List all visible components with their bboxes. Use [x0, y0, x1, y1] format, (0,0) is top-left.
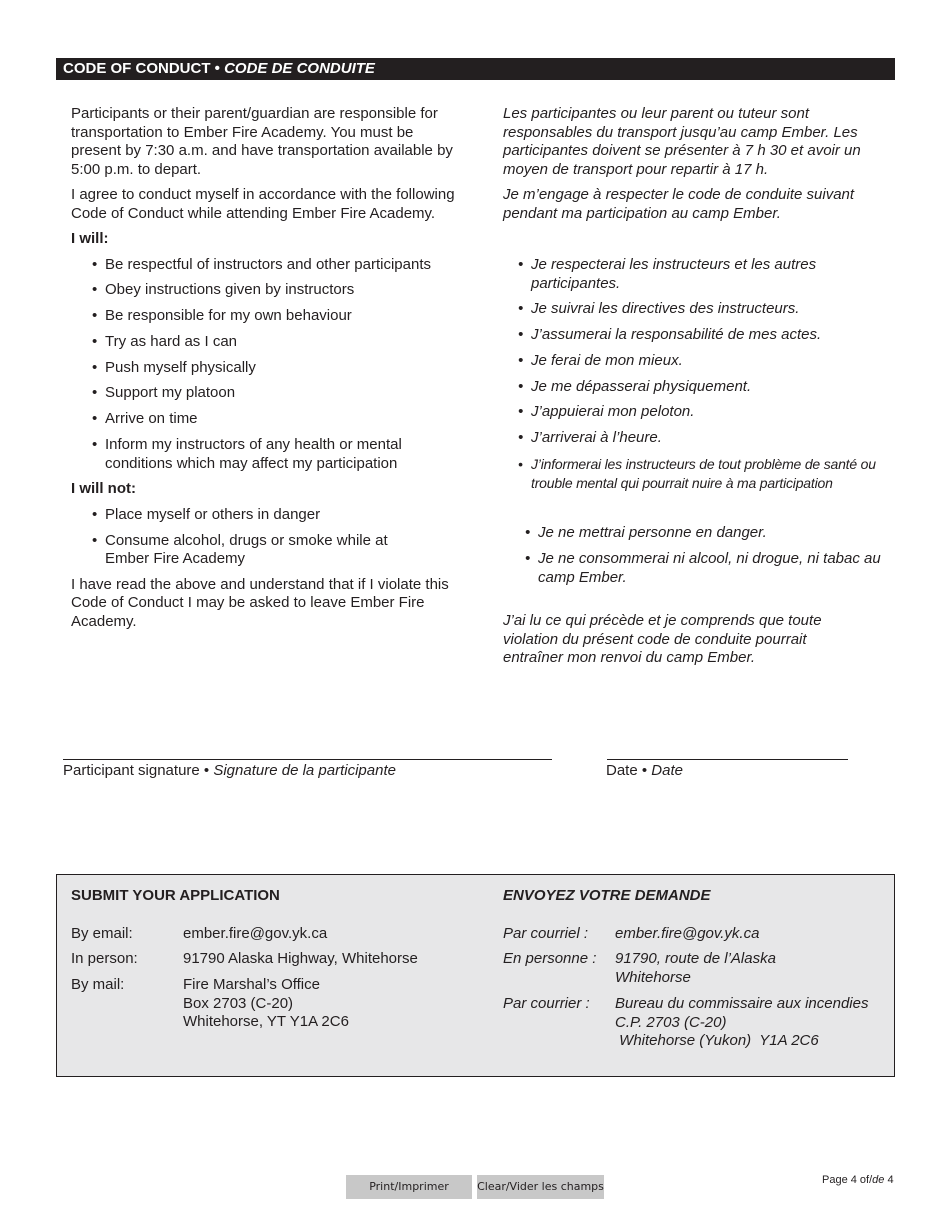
- mail-row: [71, 976, 349, 1032]
- will-not-heading: I will not:: [71, 480, 136, 498]
- list-item: • Je me dépasserai physiquement.: [518, 378, 888, 397]
- code-of-conduct-french: [503, 105, 888, 675]
- mail-address-fr: [615, 995, 868, 1051]
- in-person-row-fr: [503, 950, 776, 987]
- closing-paragraph: I have read the above and understand that if I violate this Code of Conduct I may be asked to leave Ember Fire Academy.: [71, 575, 449, 630]
- will-list-fr: [518, 256, 888, 492]
- list-item: • J’assumerai la responsabilité de mes actes.: [518, 326, 888, 345]
- list-item: • Arrive on time: [92, 410, 461, 429]
- submit-title-en: SUBMIT YOUR APPLICATION: [71, 887, 280, 904]
- transport-paragraph: Participants or their parent/guardian are responsible for transportation to Ember Fire Academy. You must be present by 7:30 a.m. and have transportation available by 5:00 p.m. to depart.: [71, 105, 453, 178]
- list-item: • Be respectful of instructors and other participants: [92, 256, 461, 275]
- in-person-label-fr: En personne :: [503, 950, 597, 967]
- list-item: • Be responsible for my own behaviour: [92, 307, 461, 326]
- agreement-paragraph: I agree to conduct myself in accordance with the following Code of Conduct while attending Ember Fire Academy.: [71, 186, 455, 222]
- mail-address-line: Whitehorse (Yukon) Y1A 2C6: [615, 1032, 819, 1049]
- submit-application-box: [56, 874, 895, 1077]
- transport-paragraph-fr: Les participantes ou leur parent ou tuteur sont responsables du transport jusqu’au camp Ember. Les participantes doivent se présenter à 7 h 30 et avoir un moyen de transport pour repartir à 17 h.: [503, 105, 861, 178]
- mail-address-line: Box 2703 (C-20): [183, 994, 294, 1012]
- mail-address: [183, 976, 349, 1032]
- header-title-en: CODE OF CONDUCT •: [63, 60, 225, 77]
- page-number-suffix: 4: [884, 1174, 894, 1186]
- date-label-fr: Date: [651, 762, 683, 779]
- signature-field[interactable]: [63, 759, 552, 760]
- closing-paragraph-fr: J’ai lu ce qui précède et je comprends que toute violation du présent code de conduite pourrait entraîner mon renvoi du camp Ember.: [503, 612, 822, 667]
- in-person-address-fr: [615, 950, 776, 987]
- page-number-prefix: Page 4 of/: [822, 1174, 873, 1186]
- page-number-de: de: [872, 1174, 885, 1186]
- list-item: • Support my platoon: [92, 384, 461, 403]
- list-item: • Inform my instructors of any health or mental conditions which may affect my participation: [92, 436, 461, 473]
- list-item: • Obey instructions given by instructors: [92, 281, 461, 300]
- email-row: [71, 925, 327, 944]
- mail-label: By mail:: [71, 976, 125, 993]
- mail-label-fr: Par courrier :: [503, 995, 590, 1012]
- signature-label-en: Participant signature •: [63, 762, 214, 779]
- mail-address-line: C.P. 2703 (C-20): [615, 1013, 727, 1031]
- submit-title-fr: ENVOYEZ VOTRE DEMANDE: [503, 887, 711, 904]
- list-item: • Je ne consommerai ni alcool, ni drogue, ni tabac au camp Ember.: [525, 550, 888, 587]
- header-title-fr: CODE DE CONDUITE: [224, 60, 375, 77]
- will-not-list: [92, 506, 461, 569]
- list-item: • Je suivrai les directives des instructeurs.: [518, 300, 888, 319]
- email-value: ember.fire@gov.yk.ca: [183, 925, 328, 942]
- in-person-value: 91790 Alaska Highway, Whitehorse: [183, 950, 418, 967]
- list-item: • J’informerai les instructeurs de tout problème de santé ou trouble mental qui pourrait nuire à ma participation: [518, 455, 888, 492]
- list-item: • J’arriverai à l’heure.: [518, 429, 888, 448]
- signature-label-fr: Signature de la participante: [213, 762, 396, 779]
- will-list: [92, 256, 461, 474]
- list-item: • Place myself or others in danger: [92, 506, 461, 525]
- email-label: By email:: [71, 925, 133, 942]
- section-header: [56, 58, 895, 80]
- list-item: • Je ne mettrai personne en danger.: [525, 524, 888, 543]
- in-person-row: [71, 950, 418, 969]
- in-person-label: In person:: [71, 950, 138, 967]
- print-button[interactable]: Print/Imprimer: [346, 1175, 472, 1199]
- code-of-conduct-english: [71, 105, 461, 638]
- list-item: • Je respecterai les instructeurs et les autres participantes.: [518, 256, 888, 293]
- list-item: • Try as hard as I can: [92, 333, 461, 352]
- signature-label: [63, 762, 396, 781]
- date-label-en: Date •: [606, 762, 652, 779]
- agreement-paragraph-fr: Je m’engage à respecter le code de conduite suivant pendant ma participation au camp Ember.: [503, 186, 855, 222]
- will-heading: I will:: [71, 230, 109, 247]
- mail-address-line: Whitehorse, YT Y1A 2C6: [183, 1013, 349, 1030]
- email-row-fr: [503, 925, 759, 944]
- address-line: Whitehorse: [615, 968, 691, 986]
- address-line: 91790, route de l’Alaska: [615, 950, 776, 967]
- date-field[interactable]: [607, 759, 848, 760]
- page-number: [822, 1171, 894, 1190]
- email-label-fr: Par courriel :: [503, 925, 589, 942]
- mail-address-line: Fire Marshal’s Office: [183, 976, 320, 993]
- list-item: • J’appuierai mon peloton.: [518, 403, 888, 422]
- date-label: [606, 762, 683, 781]
- list-item: • Push myself physically: [92, 359, 461, 378]
- email-value-fr: ember.fire@gov.yk.ca: [615, 925, 760, 942]
- list-item: • Consume alcohol, drugs or smoke while at Ember Fire Academy: [92, 532, 461, 569]
- list-item: • Je ferai de mon mieux.: [518, 352, 888, 371]
- will-not-list-fr: [525, 524, 888, 587]
- mail-address-line: Bureau du commissaire aux incendies: [615, 995, 869, 1012]
- mail-row-fr: [503, 995, 868, 1051]
- clear-fields-button[interactable]: Clear/Vider les champs: [477, 1175, 604, 1199]
